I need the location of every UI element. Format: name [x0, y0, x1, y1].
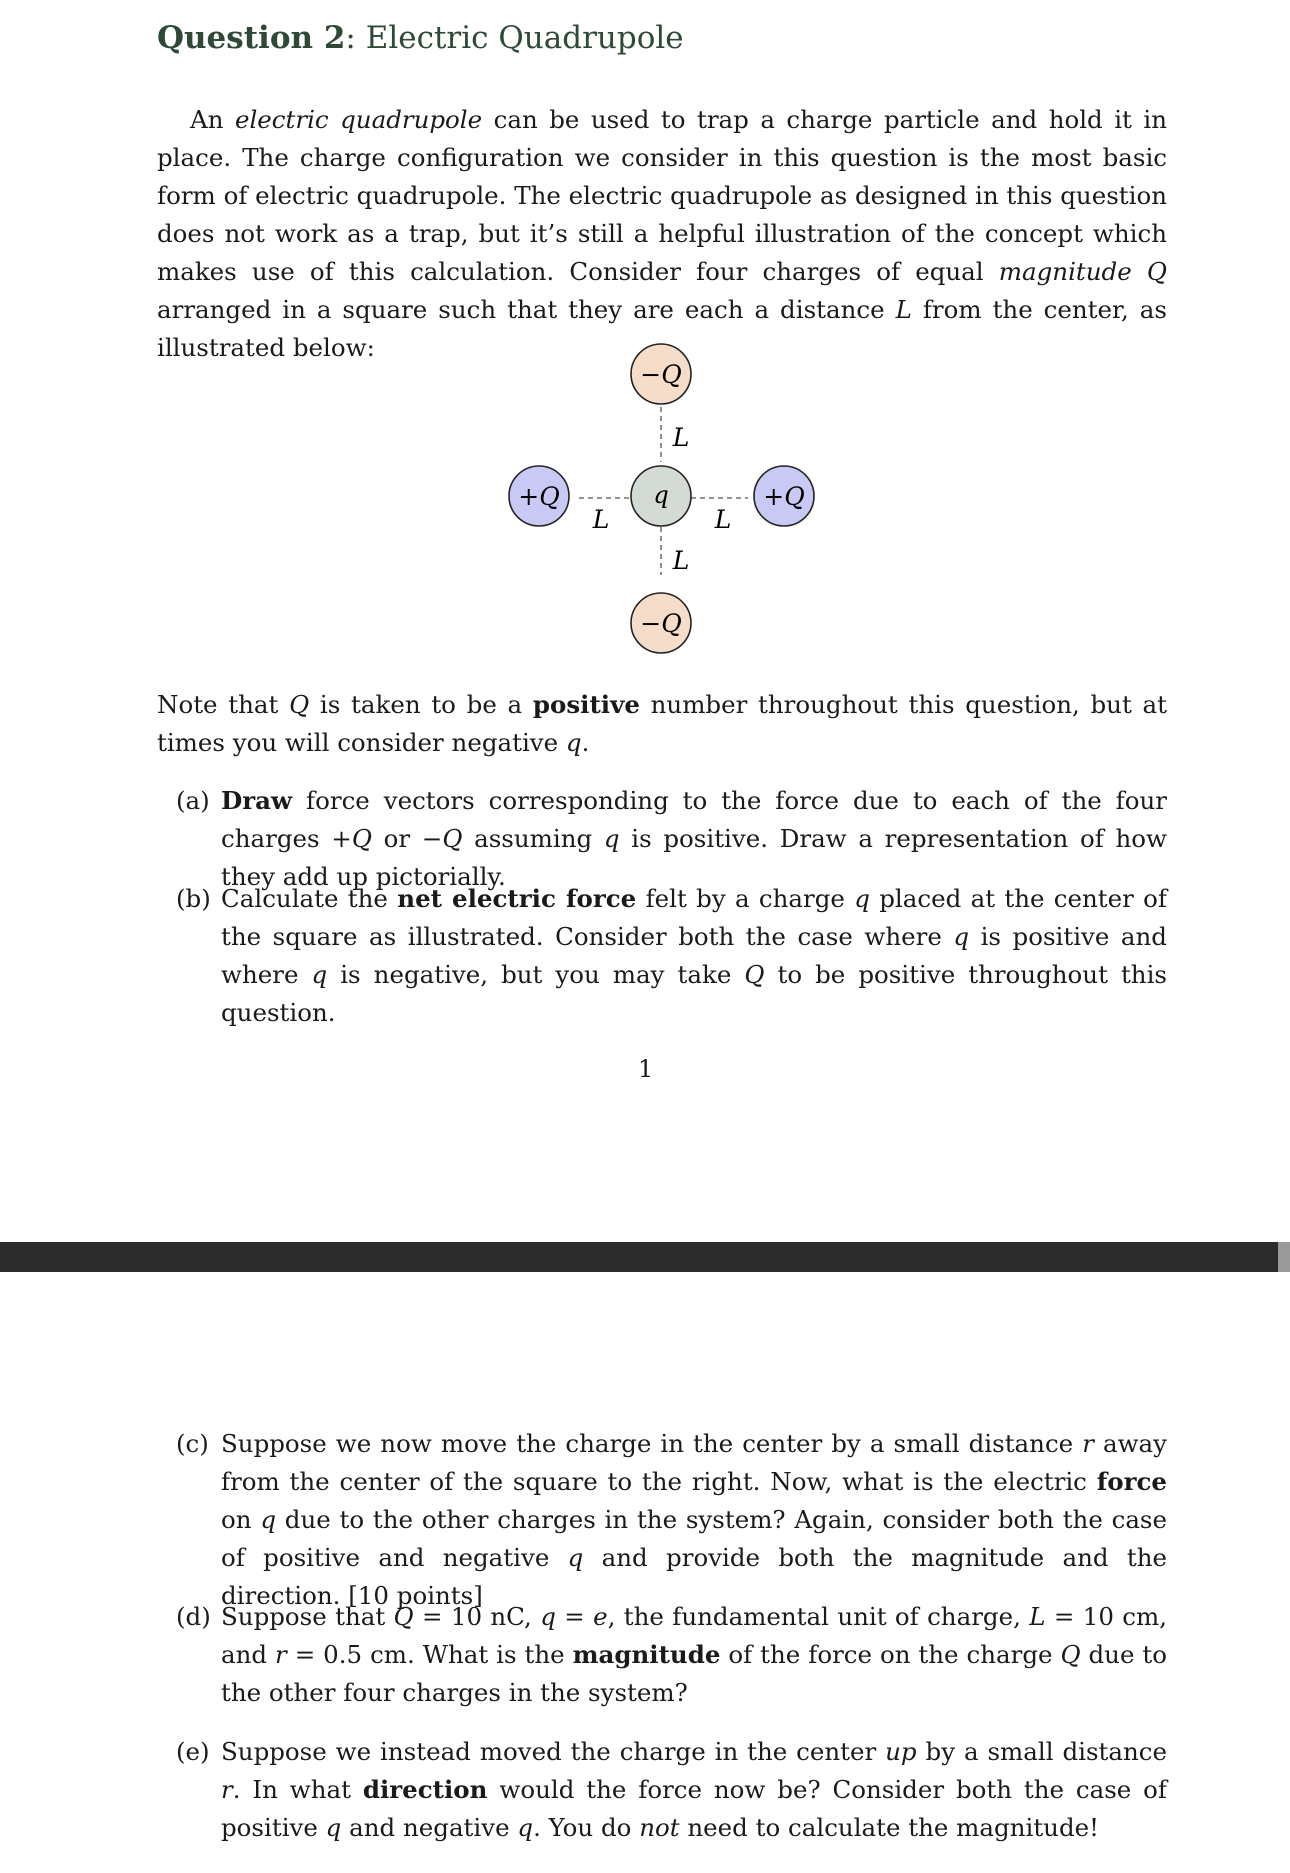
part-c-body [221, 1425, 1167, 1615]
part-d-bold: magnitude [572, 1640, 721, 1669]
intro-text: can be used to trap a charge particle and hold it in place. The charge configuration we consider in this question is the most basic form of electric quadrupole. The electric quadrupole as designed in this question does not work as a trap, but it’s still a helpful illustration of the concept which makes use of this calculation. Consider four charges of equal [157, 105, 1168, 286]
part-d-var: q [540, 1602, 556, 1631]
part-b-text: felt by a charge [636, 884, 855, 913]
intro-var-Q: Q [1146, 257, 1167, 286]
note-var-q: q [565, 728, 582, 757]
part-e-var: q [325, 1813, 342, 1842]
distance-label-right: L [714, 505, 732, 534]
charge-bottom-label: −Q [640, 609, 682, 638]
part-e-bold: direction [362, 1775, 488, 1804]
note-text: . [581, 728, 590, 757]
charge-right-label: +Q [763, 482, 805, 511]
part-b-var: Q [744, 960, 765, 989]
part-d [176, 1598, 1167, 1712]
note-bold-positive: positive [532, 690, 640, 719]
note-var-Q: Q [289, 690, 310, 719]
part-e-text: . In what [232, 1775, 363, 1804]
part-e-text: would the force now be? Consider both the case of positive [221, 1775, 1167, 1842]
part-b-label: (b) [176, 884, 211, 913]
part-e-text: and negative [341, 1813, 518, 1842]
part-c-text: on [221, 1505, 261, 1534]
part-d-var: L [1029, 1602, 1046, 1631]
part-a-text: force vectors corresponding to the force due to each of the four charges + [221, 786, 1167, 853]
charge-left-label: +Q [518, 482, 560, 511]
intro-emph-magnitude: magnitude [998, 257, 1132, 286]
intro-emph-quadrupole: electric quadrupole [234, 105, 483, 134]
part-d-var: Q [393, 1602, 414, 1631]
intro-text: An [190, 105, 235, 134]
part-b-text: to be positive throughout this question. [221, 960, 1167, 1027]
part-e [176, 1733, 1167, 1847]
part-d-text: = 10 cm, and [221, 1602, 1168, 1669]
part-b-text: is positive and where [221, 922, 1167, 989]
part-e-var: q [517, 1813, 534, 1842]
part-e-label: (e) [176, 1737, 210, 1766]
part-b-text: placed at the center of the square as illustrated. Consider both the case where [221, 884, 1168, 951]
note-text: number throughout this question, but at times you will consider negative [157, 690, 1167, 757]
note-text: Note that [157, 690, 290, 719]
question-number: Question 2 [157, 20, 346, 56]
part-e-body [221, 1733, 1167, 1847]
part-c-text: and provide both the magnitude and the direction. [10 points] [221, 1543, 1167, 1610]
part-a [176, 782, 1167, 896]
charge-center-label: q [653, 481, 669, 509]
note-paragraph [157, 686, 1167, 762]
part-d-text: = 0.5 cm. What is the [286, 1640, 573, 1669]
part-a-bold: Draw [221, 786, 293, 815]
part-e-text: . You do [533, 1813, 640, 1842]
distance-label-left: L [592, 505, 610, 534]
part-a-text: or − [371, 824, 443, 853]
intro-paragraph [157, 101, 1167, 367]
intro-text: arranged in a square such that they are each a distance [157, 295, 896, 324]
part-c-var: r [1082, 1429, 1094, 1458]
part-a-var: Q [351, 824, 372, 853]
part-a-text: is positive. Draw a representation of how they add up pictorially. [221, 824, 1168, 891]
part-d-text: = 10 nC, [413, 1602, 541, 1631]
part-c-bold: force [1096, 1467, 1167, 1496]
part-e-emph: not [639, 1813, 680, 1842]
part-a-label: (a) [176, 786, 210, 815]
part-d-text: of the force on the charge [720, 1640, 1061, 1669]
part-a-text: assuming [462, 824, 604, 853]
part-e-text: Suppose we instead moved the charge in the center [221, 1737, 886, 1766]
question-title-text: Electric Quadrupole [365, 20, 684, 56]
part-e-text: need to calculate the magnitude! [679, 1813, 1099, 1842]
part-a-var: Q [442, 824, 463, 853]
part-c-text: away from the center of the square to the right. Now, what is the electric [221, 1429, 1167, 1496]
part-b-bold: net electric force [397, 884, 637, 913]
part-c-text: due to the other charges in the system? Again, consider both the case of positive and negative [221, 1505, 1167, 1572]
page-number: 1 [638, 1055, 654, 1083]
question-colon: : [345, 20, 356, 56]
intro-text: from the center, as illustrated below: [157, 295, 1167, 362]
part-b-text: is negative, but you may take [327, 960, 745, 989]
charge-top-label: −Q [640, 360, 682, 389]
part-b-body [221, 880, 1167, 1032]
part-c-text: Suppose we now move the charge in the center by a small distance [221, 1429, 1083, 1458]
part-d-text: due to the other four charges in the system? [221, 1640, 1167, 1707]
part-d-body [221, 1598, 1167, 1712]
distance-label-bottom: L [672, 546, 690, 575]
part-b-var: q [953, 922, 970, 951]
question-title [157, 20, 684, 56]
part-c-var: q [260, 1505, 277, 1534]
part-d-var: Q [1060, 1640, 1081, 1669]
part-b [176, 880, 1167, 1032]
part-d-var: e [593, 1602, 608, 1631]
part-c-label: (c) [176, 1429, 209, 1458]
note-text: is taken to be a [309, 690, 533, 719]
part-e-text: by a small distance [916, 1737, 1167, 1766]
part-d-text: , the fundamental unit of charge, [607, 1602, 1030, 1631]
part-c [176, 1425, 1167, 1615]
part-a-var: q [603, 824, 620, 853]
distance-label-top: L [672, 423, 690, 452]
part-a-body [221, 782, 1167, 896]
part-d-var: r [275, 1640, 287, 1669]
part-b-var: q [311, 960, 328, 989]
part-d-text: = [555, 1602, 594, 1631]
intro-var-L: L [895, 295, 912, 324]
part-d-label: (d) [176, 1602, 211, 1631]
part-c-var: q [567, 1543, 584, 1572]
scrollbar-thumb[interactable] [1278, 1242, 1290, 1272]
page-divider [0, 1242, 1278, 1272]
part-b-var: q [854, 884, 870, 913]
part-d-text: Suppose that [221, 1602, 394, 1631]
part-b-text: Calculate the [221, 884, 398, 913]
part-e-var: r [221, 1775, 233, 1804]
part-e-emph: up [885, 1737, 917, 1766]
intro-text [1132, 257, 1147, 286]
quadrupole-diagram [500, 340, 830, 660]
